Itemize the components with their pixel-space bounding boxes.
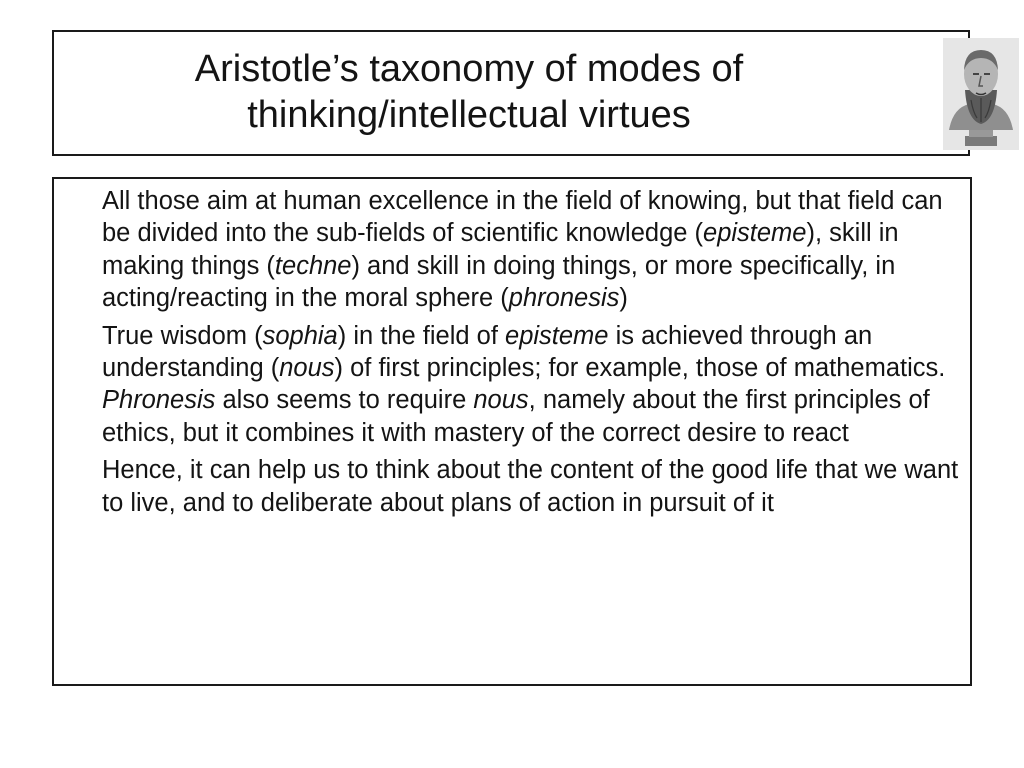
title-line-2: thinking/intellectual virtues — [247, 94, 691, 136]
paragraph-3 — [102, 454, 968, 519]
p2-text-1: True wisdom ( — [102, 321, 263, 350]
p1-text-4: ) — [619, 284, 628, 313]
p2-text-2: ) in the field of — [337, 321, 506, 350]
p2-text-5: also seems to require — [215, 386, 474, 415]
title-box — [52, 30, 970, 156]
p1-term-techne: techne — [274, 251, 352, 280]
p2-text-3: is achieved through an understanding ( — [102, 321, 873, 383]
p3-text-1: Hence, it can help us to think about the content of the good life that we want to live, and to deliberate about plans of action in pursuit of it — [102, 456, 959, 517]
p2-term-sophia: sophia — [262, 321, 338, 350]
content-text — [102, 185, 968, 524]
title-line-1: Aristotle’s taxonomy of modes of — [194, 48, 744, 90]
slide-title — [54, 46, 884, 138]
p1-text-3: ) and skill in doing things, or more specifically, in acting/reacting in the moral sphere ( — [102, 251, 896, 313]
p1-term-episteme: episteme — [703, 219, 807, 248]
p2-term-phronesis: Phronesis — [102, 386, 216, 415]
paragraph-2 — [102, 320, 968, 450]
aristotle-bust-image — [943, 38, 1019, 150]
p2-text-4: ) of first principles; for example, those of mathematics. — [334, 354, 946, 383]
paragraph-1 — [102, 185, 968, 315]
p2-term-nous: nous — [279, 354, 335, 383]
p2-term-nous-2: nous — [473, 386, 529, 415]
p2-text-6: , namely about the first principles of ethics, but it combines it with mastery of the correct desire to react — [102, 386, 930, 447]
content-box — [52, 177, 972, 686]
bust-icon — [943, 38, 1019, 150]
p1-text-1: All those aim at human excellence in the field of knowing, but that field can be divided into the sub-fields of scientific knowledge ( — [102, 187, 943, 248]
p2-term-episteme: episteme — [505, 321, 609, 350]
p1-term-phronesis: phronesis — [508, 284, 620, 313]
p1-text-2: ), skill in making things ( — [102, 219, 899, 280]
